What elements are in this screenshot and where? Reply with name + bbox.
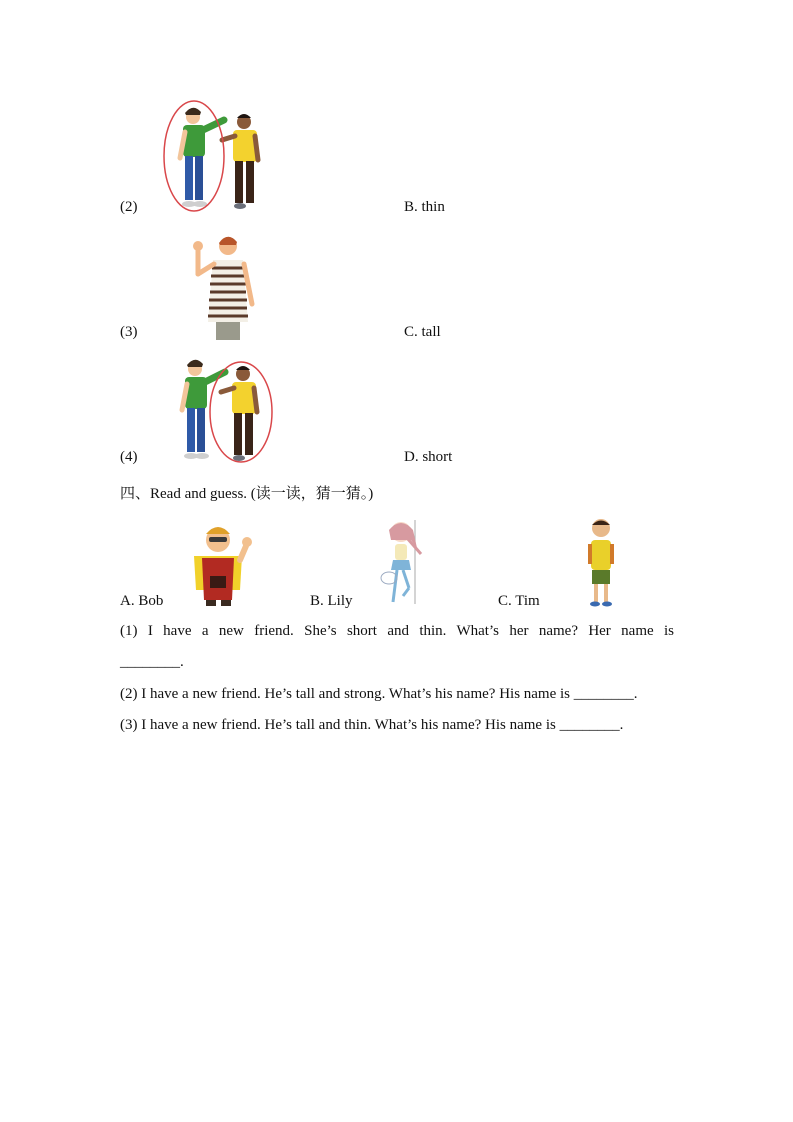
row-3-number: (3): [120, 324, 138, 340]
option-d-label: D. short: [404, 449, 453, 465]
waving-man-image: [188, 232, 260, 340]
bob-character-image: [188, 520, 254, 606]
two-boys-right-circled-image: [175, 352, 280, 467]
option-b-label: B. thin: [404, 199, 445, 215]
tim-character-image: [584, 516, 618, 608]
question-3: (3) I have a new friend. He’s tall and thin. What’s his name? His name is ________.: [120, 717, 624, 733]
row-2-number: (2): [120, 199, 138, 215]
two-boys-left-circled-image: [160, 100, 270, 215]
section-4-heading: 四、Read and guess. (读一读，猜一猜。): [120, 486, 374, 502]
row-4-number: (4): [120, 449, 138, 465]
question-2: (2) I have a new friend. He’s tall and strong. What’s his name? His name is ________.: [120, 686, 638, 702]
option-c-label: C. tall: [404, 324, 441, 340]
lily-character-image: [367, 518, 439, 606]
choice-b-label: B. Lily: [310, 593, 353, 609]
choice-a-label: A. Bob: [120, 593, 164, 609]
choice-c-label: C. Tim: [498, 593, 540, 609]
question-1-blank: ________.: [120, 654, 184, 670]
question-1-line-1: (1) I have a new friend. She’s short and thin. What’s her name? Her name is: [120, 623, 674, 639]
